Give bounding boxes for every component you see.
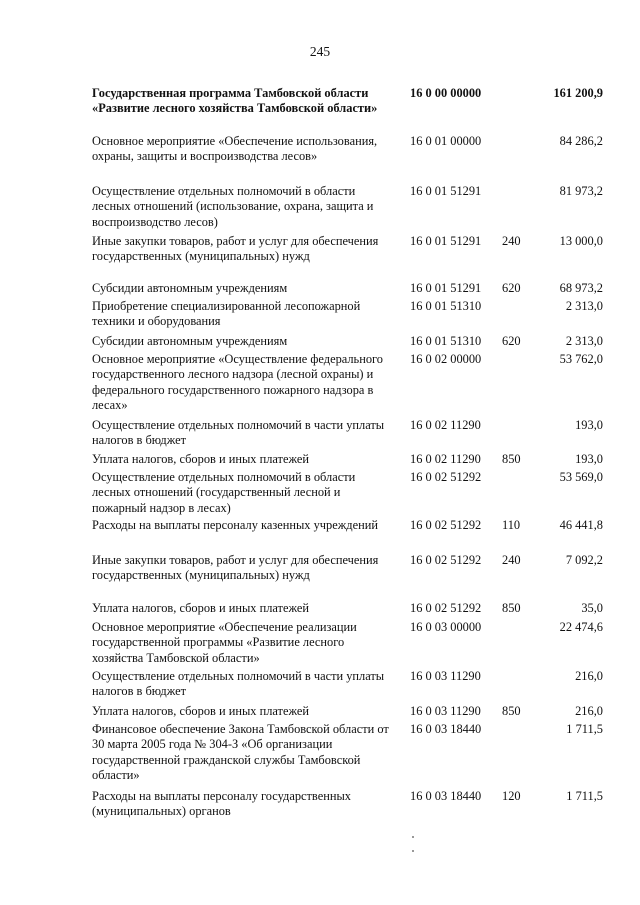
row-code: 16 0 03 11290 [410, 669, 481, 683]
row-amount: 22 474,6 [559, 620, 603, 634]
row-amount: 216,0 [575, 669, 603, 683]
row-amount: 193,0 [575, 418, 603, 432]
row-amount: 7 092,2 [565, 553, 603, 567]
row-code: 16 0 01 51291 [410, 234, 482, 248]
page-number: 245 [309, 44, 331, 59]
row-name: Уплата налогов, сборов и иных платежей [92, 601, 310, 615]
row-expense-type: 850 [502, 452, 521, 466]
row-code: 16 0 02 51292 [410, 518, 482, 532]
row-code: 16 0 01 51291 [410, 184, 482, 198]
row-code: 16 0 00 00000 [410, 86, 482, 100]
row-expense-type: 850 [502, 704, 521, 718]
row-amount: 1 711,5 [566, 789, 603, 803]
row-name: Осуществление отдельных полномочий в области лесных отношений (государственный лесной и пожарный надзор в лесах) [92, 470, 356, 515]
row-name: Иные закупки товаров, работ и услуг для обеспечения государственных (муниципальных) нужд [92, 553, 379, 583]
row-expense-type: 120 [502, 789, 521, 803]
row-expense-type: 240 [502, 553, 521, 567]
row-name: Осуществление отдельных полномочий в части уплаты налогов в бюджет [92, 669, 385, 699]
row-name: Государственная программа Тамбовской области «Развитие лесного хозяйства Тамбовской области» [92, 86, 378, 116]
row-name: Субсидии автономным учреждениям [92, 281, 288, 295]
row-name: Основное мероприятие «Осуществление федерального государственного лесного надзора (лесной охраны) и федерального государственного пожарного надзора в лесах» [92, 352, 383, 413]
row-code: 16 0 01 00000 [410, 134, 482, 148]
row-expense-type: 240 [502, 234, 521, 248]
row-amount: 81 973,2 [559, 184, 603, 198]
row-amount: 13 000,0 [559, 234, 603, 248]
row-amount: 2 313,0 [565, 334, 603, 348]
row-amount: 53 569,0 [559, 470, 603, 484]
row-name: Расходы на выплаты персоналу казенных учреждений [92, 518, 378, 532]
row-code: 16 0 02 51292 [410, 553, 482, 567]
row-expense-type: 620 [502, 281, 521, 295]
row-code: 16 0 03 18440 [410, 722, 482, 736]
row-name: Осуществление отдельных полномочий в области лесных отношений (использование, охрана, защита и воспроизводство лесов) [92, 184, 374, 229]
row-expense-type: 850 [502, 601, 521, 615]
row-code: 16 0 02 51292 [410, 601, 482, 615]
row-expense-type: 110 [502, 518, 521, 532]
row-name: Расходы на выплаты персоналу государственных (муниципальных) органов [92, 789, 351, 819]
scan-speck [412, 836, 414, 838]
row-amount: 84 286,2 [559, 134, 603, 148]
row-code: 16 0 01 51310 [410, 334, 482, 348]
row-amount: 35,0 [581, 601, 603, 615]
row-name: Иные закупки товаров, работ и услуг для обеспечения государственных (муниципальных) нужд [92, 234, 379, 264]
row-name: Основное мероприятие «Обеспечение реализации государственной программы «Развитие лесного хозяйства Тамбовской области» [92, 620, 357, 665]
row-code: 16 0 02 11290 [410, 418, 481, 432]
row-code: 16 0 02 51292 [410, 470, 482, 484]
row-amount: 216,0 [575, 704, 603, 718]
row-name: Осуществление отдельных полномочий в части уплаты налогов в бюджет [92, 418, 385, 448]
row-name: Приобретение специализированной лесопожарной техники и оборудования [92, 299, 361, 329]
row-code: 16 0 01 51310 [410, 299, 482, 313]
scan-speck [412, 850, 414, 852]
row-expense-type: 620 [502, 334, 521, 348]
row-code: 16 0 01 51291 [410, 281, 482, 295]
row-code: 16 0 02 11290 [410, 452, 481, 466]
row-name: Уплата налогов, сборов и иных платежей [92, 704, 310, 718]
row-name: Уплата налогов, сборов и иных платежей [92, 452, 310, 466]
row-amount: 46 441,8 [559, 518, 603, 532]
row-amount: 2 313,0 [565, 299, 603, 313]
row-code: 16 0 03 18440 [410, 789, 482, 803]
row-name: Субсидии автономным учреждениям [92, 334, 288, 348]
row-name: Основное мероприятие «Обеспечение использования, охраны, защиты и воспроизводства лесов» [92, 134, 378, 164]
row-code: 16 0 03 00000 [410, 620, 482, 634]
row-name: Финансовое обеспечение Закона Тамбовской области от 30 марта 2005 года № 304-З «Об организации государственной гражданской службы Тамбовской области» [92, 722, 389, 783]
row-code: 16 0 03 11290 [410, 704, 481, 718]
row-amount: 53 762,0 [559, 352, 603, 366]
row-amount: 1 711,5 [566, 722, 603, 736]
row-amount: 161 200,9 [553, 86, 603, 100]
row-amount: 193,0 [575, 452, 603, 466]
row-amount: 68 973,2 [559, 281, 603, 295]
row-code: 16 0 02 00000 [410, 352, 482, 366]
